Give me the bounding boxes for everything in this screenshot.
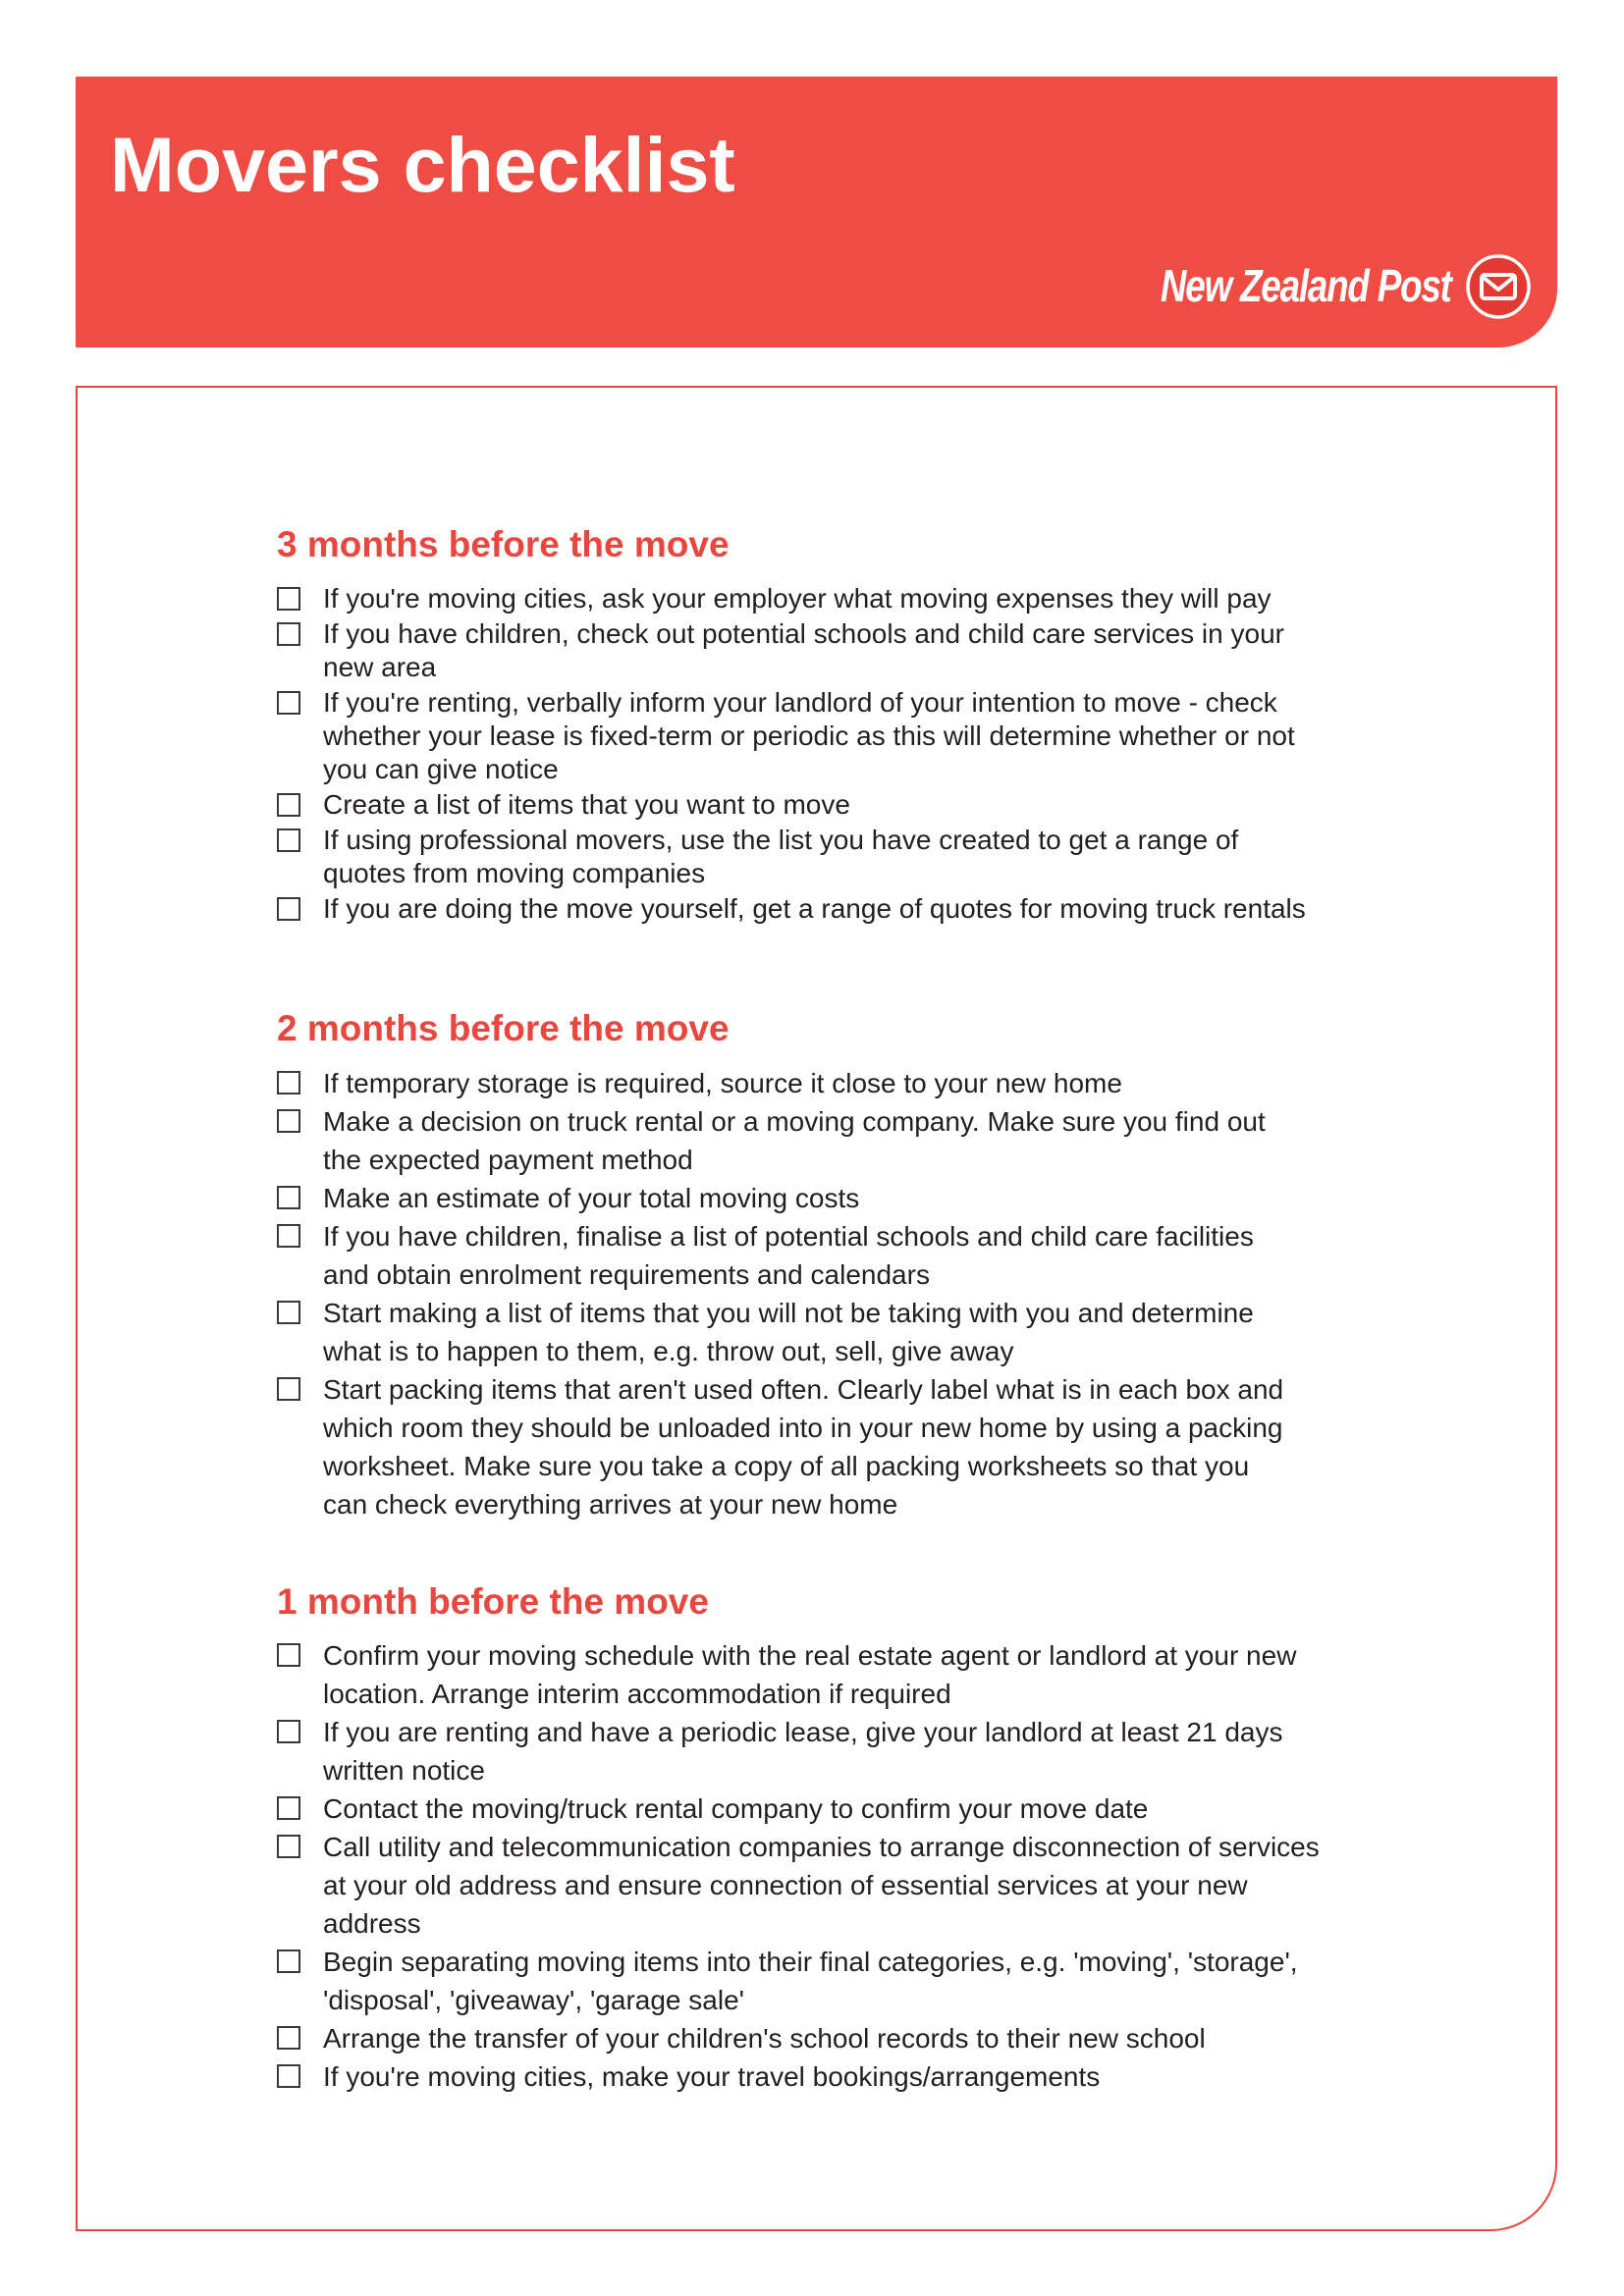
- checklist-item: [277, 1713, 1320, 1789]
- checklist-item: [277, 892, 1306, 926]
- item-text-line: written notice: [323, 1755, 485, 1786]
- item-text-line: If you're moving cities, make your travel bookings/arrangements: [323, 2061, 1101, 2092]
- checklist-item: [277, 617, 1306, 684]
- item-text-line: location. Arrange interim accommodation if required: [323, 1679, 951, 1709]
- item-text-line: 'disposal', 'giveaway', 'garage sale': [323, 1985, 744, 2015]
- item-text-line: at your old address and ensure connection of essential services at your new: [323, 1870, 1248, 1900]
- item-text-line: If you have children, finalise a list of potential schools and child care facilities: [323, 1221, 1254, 1252]
- checklist-item: [277, 1636, 1320, 1713]
- checklist-item: [277, 1943, 1320, 2019]
- checkbox[interactable]: [277, 622, 300, 646]
- item-text-line: and obtain enrolment requirements and calendars: [323, 1259, 930, 1290]
- checkbox[interactable]: [277, 1071, 300, 1095]
- section-heading: 2 months before the move: [277, 1008, 730, 1048]
- checklist-item: [277, 1179, 1283, 1217]
- checklist: [277, 1064, 1283, 1523]
- item-text-line: If you're renting, verbally inform your landlord of your intention to move - check: [323, 687, 1277, 718]
- item-text-line: Make a decision on truck rental or a moving company. Make sure you find out: [323, 1106, 1266, 1137]
- checklist-item: [277, 1294, 1283, 1370]
- checkbox[interactable]: [277, 1109, 300, 1133]
- brand-logo-text: New Zealand Post: [1161, 260, 1451, 311]
- item-text-line: what is to happen to them, e.g. throw out, sell, give away: [323, 1336, 1014, 1366]
- checklist-item: [277, 1789, 1320, 1828]
- checklist-item: [277, 824, 1306, 890]
- checklist-item: [277, 1217, 1283, 1294]
- checklist-item: [277, 1828, 1320, 1943]
- item-text-line: address: [323, 1908, 421, 1939]
- checkbox[interactable]: [277, 793, 300, 817]
- item-text-line: which room they should be unloaded into in your new home by using a packing: [323, 1413, 1283, 1443]
- checkbox[interactable]: [277, 1186, 300, 1209]
- item-text-line: Start making a list of items that you will not be taking with you and determine: [323, 1298, 1254, 1328]
- item-text-line: If you're moving cities, ask your employer what moving expenses they will pay: [323, 583, 1272, 614]
- checkbox[interactable]: [277, 1796, 300, 1820]
- checkbox[interactable]: [277, 2064, 300, 2088]
- checklist-item: [277, 2019, 1320, 2057]
- envelope-icon: [1465, 253, 1532, 320]
- item-text-line: Arrange the transfer of your children's school records to their new school: [323, 2023, 1206, 2054]
- checkbox[interactable]: [277, 1377, 300, 1401]
- checklist-item: [277, 2057, 1320, 2096]
- checkbox[interactable]: [277, 1224, 300, 1248]
- item-text-line: Confirm your moving schedule with the real estate agent or landlord at your new: [323, 1640, 1297, 1671]
- checkbox[interactable]: [277, 691, 300, 715]
- item-text-line: If you are renting and have a periodic lease, give your landlord at least 21 days: [323, 1717, 1283, 1747]
- item-text-line: Start packing items that aren't used often. Clearly label what is in each box and: [323, 1374, 1284, 1405]
- item-text-line: Contact the moving/truck rental company to confirm your move date: [323, 1793, 1149, 1824]
- checklist-item: [277, 686, 1306, 786]
- checklist-item: [277, 788, 1306, 822]
- item-text-line: Make an estimate of your total moving costs: [323, 1183, 860, 1213]
- page-title: Movers checklist: [110, 121, 735, 208]
- checkbox[interactable]: [277, 828, 300, 852]
- item-text-line: can check everything arrives at your new home: [323, 1489, 898, 1520]
- item-text-line: whether your lease is fixed-term or periodic as this will determine whether or not: [323, 721, 1295, 751]
- item-text-line: If temporary storage is required, source it close to your new home: [323, 1068, 1122, 1098]
- checklist-item: [277, 1102, 1283, 1179]
- item-text-line: the expected payment method: [323, 1145, 693, 1175]
- item-text-line: If you are doing the move yourself, get a range of quotes for moving truck rentals: [323, 893, 1306, 924]
- checkbox[interactable]: [277, 587, 300, 611]
- item-text-line: you can give notice: [323, 754, 559, 784]
- item-text-line: If you have children, check out potential schools and child care services in your: [323, 618, 1284, 649]
- section-heading: 3 months before the move: [277, 524, 730, 564]
- header-band: [76, 77, 1557, 347]
- checkbox[interactable]: [277, 2026, 300, 2050]
- checklist: [277, 1636, 1320, 2096]
- checklist-item: [277, 1064, 1283, 1102]
- section-heading: 1 month before the move: [277, 1581, 709, 1622]
- checklist-item: [277, 1370, 1283, 1523]
- checkbox[interactable]: [277, 897, 300, 921]
- item-text-line: worksheet. Make sure you take a copy of all packing worksheets so that you: [323, 1451, 1250, 1481]
- item-text-line: Begin separating moving items into their final categories, e.g. 'moving', 'storage',: [323, 1947, 1298, 1977]
- item-text-line: Call utility and telecommunication companies to arrange disconnection of services: [323, 1832, 1320, 1862]
- item-text-line: new area: [323, 652, 437, 682]
- checkbox[interactable]: [277, 1949, 300, 1973]
- checkbox[interactable]: [277, 1643, 300, 1667]
- checkbox[interactable]: [277, 1720, 300, 1743]
- item-text-line: Create a list of items that you want to move: [323, 789, 850, 820]
- checklist-panel: [76, 386, 1557, 2231]
- checklist: [277, 582, 1306, 928]
- checkbox[interactable]: [277, 1301, 300, 1324]
- item-text-line: quotes from moving companies: [323, 858, 706, 888]
- item-text-line: If using professional movers, use the list you have created to get a range of: [323, 825, 1239, 855]
- checkbox[interactable]: [277, 1835, 300, 1858]
- checklist-item: [277, 582, 1306, 615]
